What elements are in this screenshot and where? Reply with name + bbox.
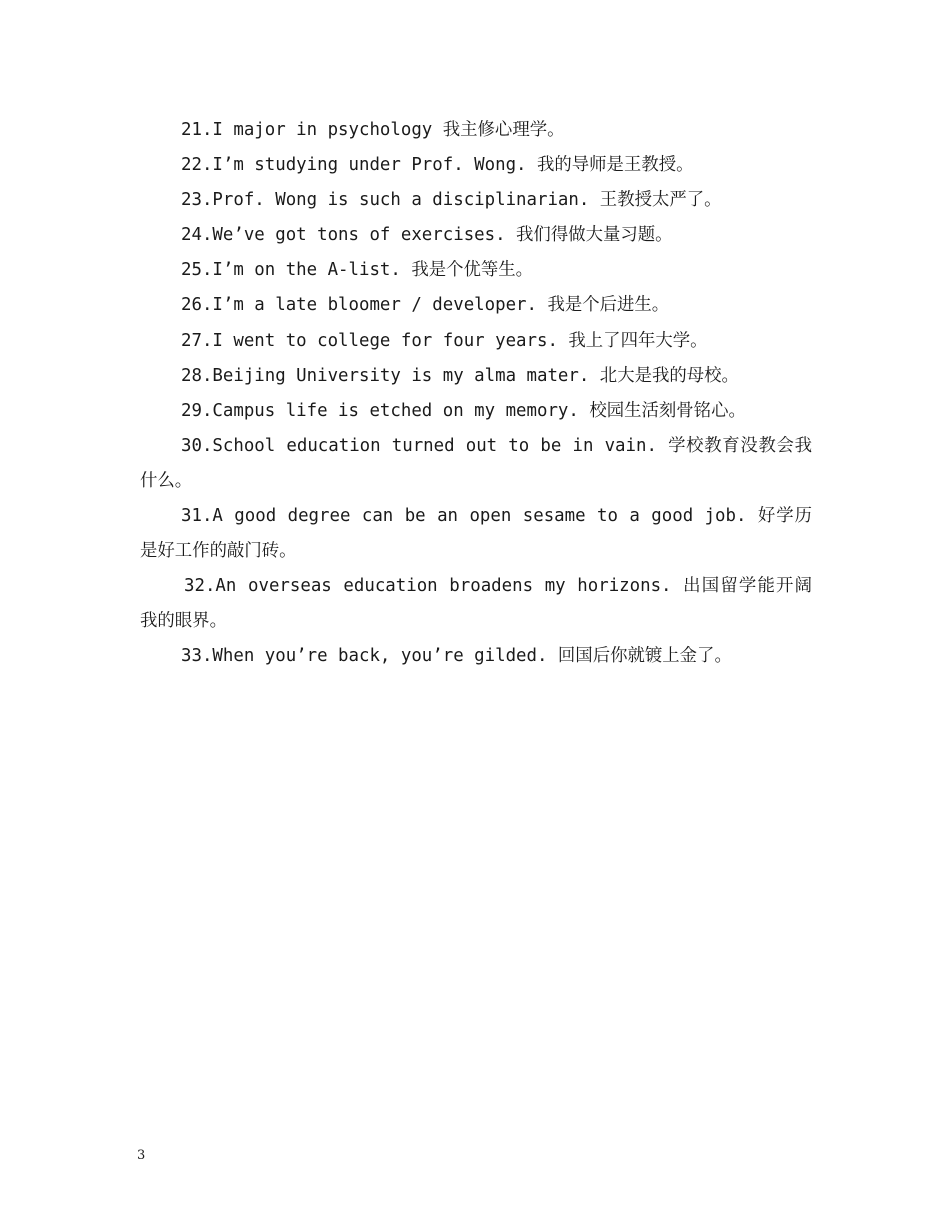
phrase-29: 29.Campus life is etched on my memory. 校园生活刻骨铭心。	[181, 400, 746, 421]
page-number: 3	[137, 1148, 146, 1163]
phrase-28: 28.Beijing University is my alma mater. 北大是我的母校。	[181, 365, 739, 386]
phrase-30: 30.School education turned out to be in vain. 学校教育没教会我什么。	[140, 435, 812, 491]
phrase-33: 33.When you’re back, you’re gilded. 回国后你就镀上金了。	[181, 646, 732, 667]
phrase-22: 22.I’m studying under Prof. Wong. 我的导师是王教授。	[181, 155, 694, 176]
phrase-list	[140, 113, 812, 675]
phrase-25: 25.I’m on the A-list. 我是个优等生。	[181, 260, 534, 281]
phrase-31: 31.A good degree can be an open sesame to a good job. 好学历是好工作的敲门砖。	[140, 506, 812, 562]
phrase-26: 26.I’m a late bloomer / developer. 我是个后进生。	[181, 295, 670, 316]
phrase-21: 21.I major in psychology 我主修心理学。	[181, 120, 565, 140]
phrase-32: 32.An overseas education broadens my horizons. 出国留学能开阔我的眼界。	[140, 576, 812, 632]
phrase-27: 27.I went to college for four years. 我上了四年大学。	[181, 330, 708, 351]
phrase-24: 24.We’ve got tons of exercises. 我们得做大量习题。	[181, 225, 673, 246]
phrase-23: 23.Prof. Wong is such a disciplinarian. 王教授太严了。	[181, 190, 722, 211]
